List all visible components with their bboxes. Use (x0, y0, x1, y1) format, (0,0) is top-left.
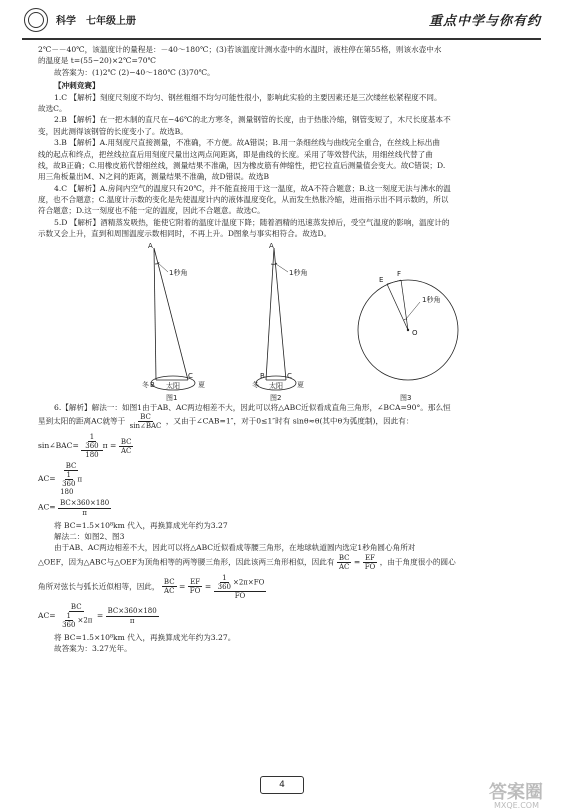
fig3-label-e: E (379, 275, 384, 284)
text-line: 线的起点和终点，把丝线拉直后用刻度尺量出这两点间距离，即是曲线的长度。采用了等效替代法，用细丝线代替了曲 (38, 149, 433, 159)
formula-text: = (353, 557, 361, 567)
text-line: 线，故B正确；C.用橡皮筋代替细丝线，测量结果不准确，因为橡皮筋有伸缩性，把它拉直后测量值会变大。故C错误；D. (38, 160, 446, 170)
fig3-label-f: F (397, 269, 402, 278)
page-number: 4 (260, 776, 304, 794)
formula-ac-3 (38, 603, 533, 629)
text-line: 示数又会上升，直到和周围温度示数相同时，不再上升。D图象与事实相符合。故选D。 (38, 229, 332, 239)
formula-text: π (77, 475, 83, 484)
text-line: 解法二：如图2、图3 (54, 531, 125, 541)
fig2-sun: 太阳 (269, 381, 283, 390)
formula-sin (38, 433, 533, 459)
fraction-num: EF (365, 553, 375, 562)
text-line (38, 554, 533, 571)
text-line: 度，也不合题意；C.温度计示数的变化是先使温度计内的液体温度变化，从而发生热胀冷缩，进而指示出不同示数的，所以 (38, 195, 449, 205)
fraction-num: 1 (66, 471, 72, 480)
fraction (188, 578, 203, 595)
fig2-label-c: C (287, 371, 292, 380)
text-line (38, 402, 533, 413)
text-span: ，由于角度很小的圆心 (379, 557, 456, 567)
formula-text: AC= (38, 611, 56, 621)
fraction-num: BC×360×180 (107, 607, 157, 616)
fraction-num (214, 574, 267, 592)
text-line: 将 BC=1.5×10⁸km 代入，再换算成光年约为3.27。 (54, 633, 236, 643)
fraction-den: 360 (85, 442, 99, 451)
formula-text: π (102, 441, 108, 451)
text-line (38, 413, 533, 430)
fraction-den: π (82, 508, 87, 517)
formula-text: 180 (60, 488, 74, 497)
fig1-label-b: B (150, 380, 155, 389)
fig1-label-c: C (188, 371, 193, 380)
fig2-winter: 冬 (252, 380, 259, 389)
formula-chord (38, 574, 533, 600)
text-line: 由于AB、AC两边相差不大，因此可以将△ABC近似看成等腰三角形，在地球轨道圆内选定1秒角圆心角所对 (54, 543, 416, 553)
fraction-den: 360 (62, 621, 76, 630)
watermark-url: MXQE.COM (493, 801, 539, 810)
fraction-num: BC (65, 462, 77, 471)
formula-text: = (178, 581, 186, 591)
fraction-num: EF (190, 578, 201, 587)
formula-text: = (96, 611, 104, 621)
text-line: 故选C。 (38, 103, 67, 113)
fraction-num: BC (120, 437, 132, 446)
fraction (128, 413, 164, 430)
fraction (363, 554, 378, 571)
figures-row (38, 242, 533, 402)
text-line: 故答案为：3.27光年。 (54, 644, 132, 654)
fraction (214, 574, 267, 600)
fraction-den: FO (189, 587, 201, 596)
text-line: 将 BC=1.5×10⁸km 代入，再换算成光年约为3.27 (54, 520, 228, 530)
fraction-den: 360 (217, 582, 231, 591)
fraction-num: BC×360×180 (60, 499, 110, 508)
fraction (119, 438, 134, 455)
fraction-num: 1 (222, 573, 227, 582)
figures-svg (38, 242, 533, 402)
text-line: 用三角板量出M、N之间的距离，测量结果不准确，故D错误。故选B (38, 172, 270, 182)
brand-title: 重点中学与你有约 (428, 14, 541, 29)
fraction (162, 578, 177, 595)
fig3-caption: 图3 (400, 393, 412, 402)
fraction-den: $\frac{1}{360}$ ×2π (62, 612, 93, 630)
text-line: 4.C 【解析】A.房间内空气的温度只有20℃，并不能直接用于这一温度，故A不符合题意；B.这一刻度无法与沸水的温 (54, 183, 451, 193)
formula-ac-2 (38, 499, 533, 516)
text-line: 1.C 【解析】刻度尺刻度不均匀、钢丝粗细不均匀可能性很小，影响此实验的主要因素还是三次缕丝松紧程度不同。 (54, 92, 442, 102)
fraction-num: BC (140, 413, 151, 422)
fig2-angle-label: 1秒角 (289, 268, 308, 277)
fraction (81, 433, 102, 459)
page-header (22, 6, 541, 36)
fraction-num: BC (338, 553, 350, 562)
fraction-den: AC (338, 562, 350, 571)
fig1-caption: 图1 (166, 393, 178, 402)
text-span: 6.【解析】解法一：如图1由于AB、AC两边相差不大，因此可以将△ABC近似看成直角三角形，∠BCA=90°。那么恒 (54, 402, 451, 412)
formula-text: AC= (38, 474, 56, 484)
formula-text: = (204, 581, 212, 591)
fraction (58, 462, 84, 496)
school-logo-icon (24, 8, 48, 32)
fig1-winter: 冬 (142, 380, 149, 389)
fraction (58, 603, 94, 629)
fraction-num: 1 (89, 433, 95, 442)
fig1-label-a: A (148, 241, 153, 250)
fraction-den: FO (234, 591, 246, 600)
fraction-den: FO (364, 562, 376, 571)
text-span: 角所对弦长与弧长近似相等，因此， (38, 581, 160, 591)
fig1-sun: 太阳 (166, 381, 180, 390)
text-line: 的温度是 t=(55−20)×2℃=70℃ (38, 56, 157, 66)
fraction-den: AC (120, 446, 132, 455)
watermark-logo: 答案圈 (489, 782, 543, 803)
formula-text: = (110, 441, 117, 451)
fraction (60, 612, 77, 629)
fraction-num: BC (70, 602, 82, 611)
fig1-angle-label: 1秒角 (169, 268, 188, 277)
fraction-den: sin∠BAC (129, 422, 162, 431)
text-line: 符合题意；D.这一刻度也不能一定的温度，因此不合题意。故选C。 (38, 206, 265, 216)
subject-label: 科学 七年级上册 (56, 16, 136, 27)
fig2-summer: 夏 (297, 380, 304, 389)
fig2-caption: 图2 (270, 393, 282, 402)
formula-text: ×2π×FO (232, 578, 265, 587)
text-line: 3.B 【解析】A.用刻度尺直接测量，不准确，不方便。故A错误；B.用一条细丝线与曲线完全重合，在丝线上标出曲 (54, 138, 440, 148)
formula-text: AC= (38, 503, 56, 512)
fraction (337, 554, 352, 571)
text-span: 星到太阳的距离AC就等于 (38, 416, 126, 426)
fraction (216, 574, 233, 591)
fraction (106, 607, 159, 624)
fraction-num: 1 (66, 612, 72, 620)
fraction-den: 360 (62, 480, 76, 489)
header-divider (22, 38, 541, 40)
fig1-summer: 夏 (198, 380, 205, 389)
fraction (58, 499, 111, 516)
text-line: 5.D 【解析】酒精蒸发吸热，能使它附着的温度计温度下降；随着酒精的迅速蒸发掉后，受空气温度的影响，温度计的 (54, 217, 450, 227)
formula-ac-1 (38, 462, 533, 496)
document-body (38, 44, 533, 655)
fig2-label-b: B (260, 371, 265, 380)
text-line: 故答案为：(1)2℃ (2)−40～180℃ (3)70℃。 (54, 67, 215, 77)
text-line: 2℃－－40℃，该温度计的量程是：－40～180℃；(3)若该温度计测水壶中的水温时，液柱停在第55格，则该水壶中水 (38, 45, 442, 54)
fig3-label-o: O (412, 328, 418, 337)
fraction-num (81, 433, 102, 451)
fraction-den: π (129, 616, 135, 625)
formula-text: 180 (85, 451, 99, 460)
fig3-angle-label: 1秒角 (422, 295, 441, 304)
fraction (60, 471, 77, 488)
text-span: △OEF，因为△ABC与△OEF为顶角相等的两等腰三角形，因此该两三角形相似，因此有 (38, 557, 335, 567)
text-span: ，又由于∠CAB=1″，对于0≤1″时有 sinθ≈θ(其中θ为弧度制)，因此有： (165, 416, 414, 426)
text-line: 2.B 【解析】在一把木制的直尺在−46℃的北方寒冬，测量钢管的长度，由于热胀冷缩，钢管变短了，木尺长度基本不 (54, 115, 451, 125)
fraction-den: AC (164, 587, 175, 596)
fraction (83, 433, 100, 450)
fig2-label-a: A (269, 241, 274, 250)
fraction-num: BC (163, 578, 175, 587)
fraction-den (58, 471, 84, 496)
formula-text: sin∠BAC= (38, 441, 79, 451)
section-heading: 【冲刺竞赛】 (54, 81, 100, 91)
text-line: 变，因此测得该钢管的长度变小了。故选B。 (38, 126, 188, 136)
fraction-den (83, 451, 100, 459)
